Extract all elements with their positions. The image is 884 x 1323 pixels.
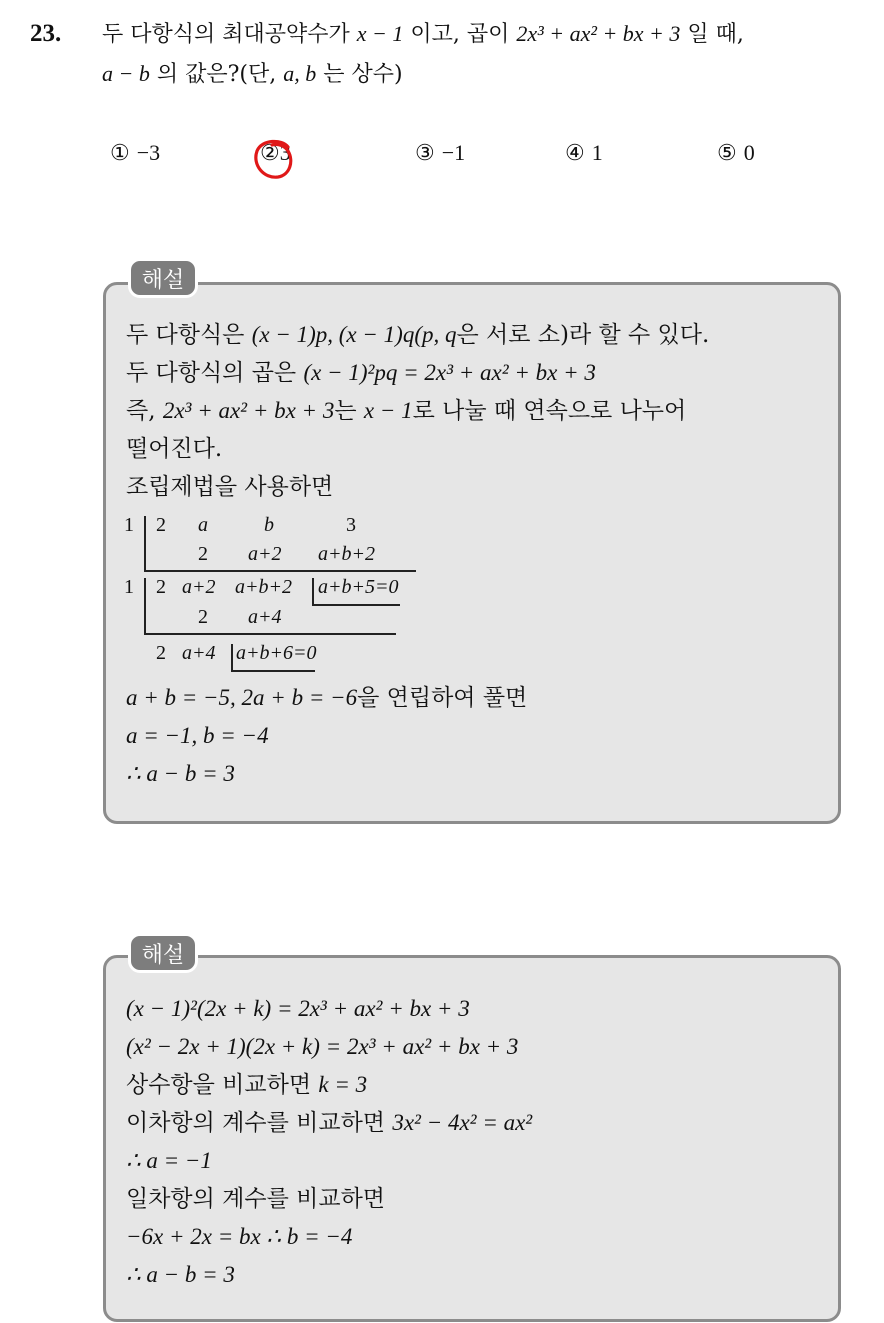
coefficient: a bbox=[198, 514, 208, 536]
text: 즉, bbox=[126, 398, 163, 424]
remainder: a+b+6=0 bbox=[236, 642, 317, 664]
text: 은 서로 소)라 할 수 있다. bbox=[456, 322, 710, 348]
answer-choices bbox=[110, 140, 830, 180]
division-bar bbox=[144, 578, 146, 633]
solution-1-line-3 bbox=[126, 392, 709, 430]
answer-mark-circle-icon bbox=[252, 137, 296, 181]
math: (x − 1)²pq = 2x³ + ax² + bx + 3 bbox=[303, 360, 596, 385]
division-line bbox=[144, 633, 396, 635]
question-number: 23. bbox=[30, 20, 62, 47]
coefficient: 2 bbox=[156, 576, 166, 598]
quotient: a+4 bbox=[182, 642, 216, 664]
question-text: 이고, 곱이 bbox=[403, 22, 517, 47]
solution-2-text bbox=[126, 990, 532, 1294]
solution-1-line-4: 떨어진다. bbox=[126, 436, 223, 462]
remainder-underline bbox=[312, 604, 400, 606]
solution-1-text bbox=[126, 316, 709, 506]
target-expression: a − b bbox=[102, 61, 150, 86]
solution-1-line-1 bbox=[126, 316, 709, 354]
choice-1[interactable] bbox=[110, 140, 160, 166]
math: (x − 1)p, (x − 1)q(p, q bbox=[251, 322, 457, 347]
text: 로 나눌 때 연속으로 나누어 bbox=[412, 398, 687, 424]
math: ∴ a − b = 3 bbox=[126, 1262, 235, 1287]
solution-label-1: 해설 bbox=[128, 258, 198, 298]
choice-value: −1 bbox=[441, 140, 466, 165]
synthetic-division bbox=[124, 512, 444, 672]
partial: a+2 bbox=[248, 543, 282, 565]
question-text: 의 값은?(단, bbox=[149, 62, 284, 87]
partial: 2 bbox=[198, 606, 208, 628]
math: a + b = −5, 2a + b = −6 bbox=[126, 685, 358, 710]
solution-1-line-2 bbox=[126, 354, 709, 392]
solution-2-line-8 bbox=[126, 1256, 532, 1294]
coefficient: 3 bbox=[346, 514, 356, 536]
question-text: 두 다항식의 최대공약수가 bbox=[102, 22, 357, 47]
coefficient: a+2 bbox=[182, 576, 216, 598]
coefficient: a+b+2 bbox=[235, 576, 292, 598]
math: k = 3 bbox=[318, 1072, 368, 1097]
solution-2-line-4 bbox=[126, 1104, 532, 1142]
remainder: a+b+5=0 bbox=[318, 576, 399, 598]
solution-1-line-8 bbox=[126, 755, 527, 793]
math: (x − 1)²(2x + k) = 2x³ + ax² + bx + 3 bbox=[126, 996, 470, 1021]
division-line bbox=[144, 570, 416, 572]
question-line-1 bbox=[102, 14, 744, 55]
choice-5[interactable] bbox=[717, 140, 755, 166]
solution-2-line-1 bbox=[126, 990, 532, 1028]
choice-3[interactable] bbox=[415, 140, 465, 166]
math: −6x + 2x = bx ∴ b = −4 bbox=[126, 1224, 353, 1249]
text: 두 다항식은 bbox=[126, 322, 252, 348]
math: ∴ a − b = 3 bbox=[126, 761, 235, 786]
solution-1-line-5: 조립제법을 사용하면 bbox=[126, 474, 334, 500]
remainder-underline bbox=[231, 670, 315, 672]
text: 두 다항식의 곱은 bbox=[126, 360, 304, 386]
gcd-expression: x − 1 bbox=[356, 21, 404, 46]
text: 는 bbox=[334, 398, 364, 424]
text: 이차항의 계수를 비교하면 bbox=[126, 1110, 393, 1136]
product-expression: 2x³ + ax² + bx + 3 bbox=[516, 21, 681, 46]
choice-marker: ④ bbox=[565, 141, 585, 166]
choice-marker: ③ bbox=[415, 141, 435, 166]
choice-value: 3 bbox=[279, 140, 291, 165]
choice-4[interactable] bbox=[565, 140, 603, 166]
partial: a+b+2 bbox=[318, 543, 375, 565]
coefficient: b bbox=[264, 514, 274, 536]
question-line-2 bbox=[102, 54, 403, 95]
solution-1-line-6 bbox=[126, 679, 527, 717]
solution-2-line-2 bbox=[126, 1028, 532, 1066]
question-text: 는 상수) bbox=[316, 62, 403, 87]
choice-marker: ⑤ bbox=[717, 141, 737, 166]
remainder-bar bbox=[312, 578, 314, 604]
solution-2-line-6: 일차항의 계수를 비교하면 bbox=[126, 1186, 386, 1212]
math: (x² − 2x + 1)(2x + k) = 2x³ + ax² + bx + 3 bbox=[126, 1034, 519, 1059]
text: 을 연립하여 풀면 bbox=[357, 685, 528, 711]
solution-2-line-5 bbox=[126, 1142, 532, 1180]
partial: 2 bbox=[198, 543, 208, 565]
math: 3x² − 4x² = ax² bbox=[392, 1110, 533, 1135]
quotient: 2 bbox=[156, 642, 166, 664]
math: a = −1, b = −4 bbox=[126, 723, 269, 748]
math: ∴ a = −1 bbox=[126, 1148, 212, 1173]
solution-1-line-7 bbox=[126, 717, 527, 755]
partial: a+4 bbox=[248, 606, 282, 628]
text: 상수항을 비교하면 bbox=[126, 1072, 319, 1098]
math: x − 1 bbox=[363, 398, 413, 423]
choice-value: 1 bbox=[591, 140, 603, 165]
question-text: 일 때, bbox=[680, 22, 744, 47]
divisor: 1 bbox=[124, 514, 134, 536]
solution-label-2: 해설 bbox=[128, 933, 198, 973]
choice-marker: ① bbox=[110, 141, 130, 166]
divisor: 1 bbox=[124, 576, 134, 598]
remainder-bar bbox=[231, 644, 233, 670]
choice-marker: ② bbox=[260, 141, 280, 166]
solution-1-conclusion bbox=[126, 679, 527, 793]
choice-value: −3 bbox=[136, 140, 161, 165]
coefficient: 2 bbox=[156, 514, 166, 536]
solution-2-line-3 bbox=[126, 1066, 532, 1104]
math: 2x³ + ax² + bx + 3 bbox=[162, 398, 335, 423]
solution-2-line-7 bbox=[126, 1218, 532, 1256]
constants-expression: a, b bbox=[283, 61, 317, 86]
division-bar bbox=[144, 516, 146, 570]
choice-value: 0 bbox=[743, 140, 755, 165]
